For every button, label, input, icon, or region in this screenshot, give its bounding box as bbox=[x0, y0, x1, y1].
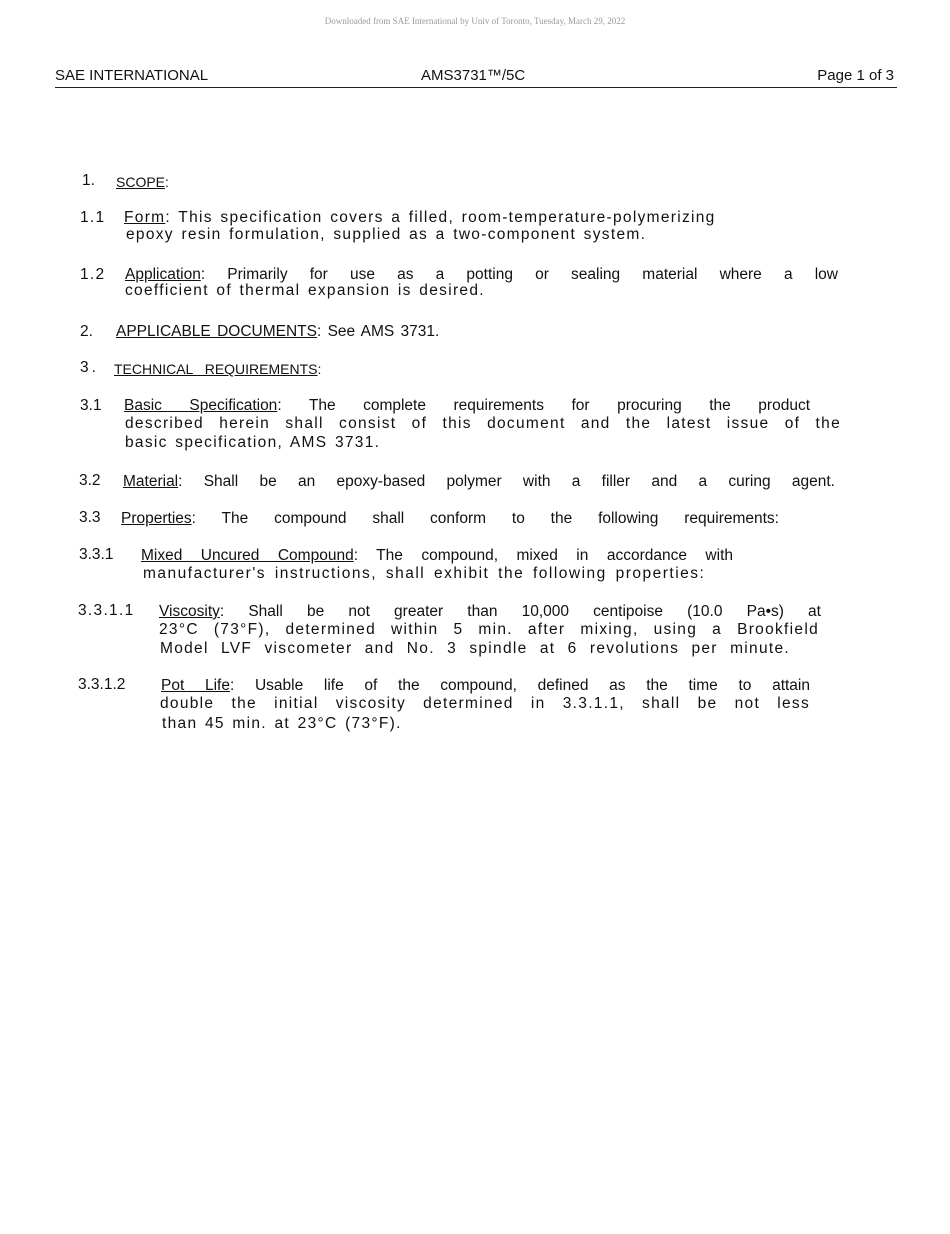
section-title: Pot Life bbox=[161, 677, 230, 694]
header-org: SAE INTERNATIONAL bbox=[55, 67, 209, 84]
section-title: Material bbox=[123, 473, 179, 490]
section-text: : The complete requirements for procuring the product bbox=[277, 397, 810, 414]
section-number: 3.3.1.2 bbox=[78, 676, 126, 693]
section-number: 3. bbox=[80, 359, 99, 376]
section-number: 1. bbox=[82, 172, 95, 189]
section-text: : Shall be an epoxy-based polymer with a filler and a curing agent. bbox=[178, 473, 835, 490]
section-text: : Primarily for use as a potting or sealing material where a low bbox=[200, 266, 838, 283]
section-number: 1.2 bbox=[80, 266, 106, 283]
section-number: 3.3.1 bbox=[79, 546, 114, 563]
section-text: double the initial viscosity determined in 3.3.1.1, shall be not less bbox=[160, 695, 810, 712]
section-text: Model LVF viscometer and No. 3 spindle at 6 revolutions per minute. bbox=[160, 640, 790, 657]
section-text: : Usable life of the compound, defined as the time to attain bbox=[229, 677, 810, 694]
section-title: TECHNICAL REQUIREMENTS bbox=[114, 361, 318, 377]
section-number: 3.1 bbox=[80, 397, 102, 414]
section-number: 1.1 bbox=[80, 209, 106, 226]
section-title: APPLICABLE DOCUMENTS bbox=[116, 323, 317, 340]
section-text: 23°C (73°F), determined within 5 min. after mixing, using a Brookfield bbox=[159, 621, 819, 638]
header-page-number: Page 1 of 3 bbox=[817, 67, 894, 84]
header-doc-id: AMS3731™/5C bbox=[421, 67, 526, 84]
section-title: Basic Specification bbox=[124, 397, 278, 414]
section-title: Application bbox=[125, 266, 201, 283]
section-text: basic specification, AMS 3731. bbox=[125, 434, 381, 451]
section-title: Properties bbox=[121, 510, 192, 527]
section-text: epoxy resin formulation, supplied as a two-component system. bbox=[126, 226, 647, 243]
section-text: : This specification covers a filled, room-temperature-polymerizing bbox=[165, 209, 716, 226]
section-title: SCOPE bbox=[116, 174, 166, 190]
section-title: Viscosity bbox=[159, 603, 220, 620]
section-text: : bbox=[165, 174, 169, 190]
section-text: coefficient of thermal expansion is desired. bbox=[125, 282, 485, 299]
section-number: 3.3.1.1 bbox=[78, 602, 135, 619]
section-number: 2. bbox=[80, 323, 93, 340]
section-number: 3.2 bbox=[79, 472, 101, 489]
section-text: manufacturer's instructions, shall exhibit the following properties: bbox=[143, 565, 706, 582]
section-title: Mixed Uncured Compound bbox=[141, 547, 354, 564]
section-text: : The compound, mixed in accordance with bbox=[353, 547, 733, 564]
download-watermark: Downloaded from SAE International by Univ of Toronto, Tuesday, March 29, 2022 bbox=[324, 16, 626, 26]
section-text: described herein shall consist of this document and the latest issue of the bbox=[125, 415, 841, 432]
section-text: than 45 min. at 23°C (73°F). bbox=[162, 715, 402, 732]
section-number: 3.3 bbox=[79, 509, 101, 526]
section-title: Form bbox=[124, 209, 166, 226]
section-text: : bbox=[317, 361, 322, 377]
page-header bbox=[55, 67, 897, 88]
section-text: : See AMS 3731. bbox=[316, 323, 440, 340]
section-text: : The compound shall conform to the following requirements: bbox=[191, 510, 779, 527]
section-text: : Shall be not greater than 10,000 centipoise (10.0 Pa•s) at bbox=[219, 603, 821, 620]
